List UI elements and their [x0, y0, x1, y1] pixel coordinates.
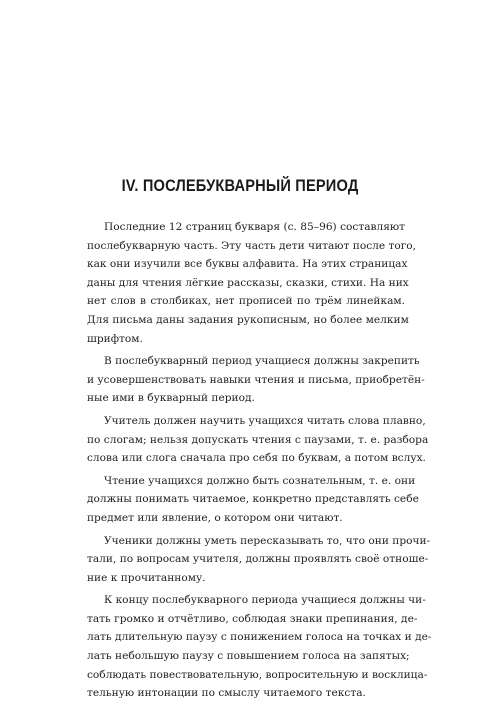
paragraph [87, 412, 429, 468]
text-line: В послебукварный период учащиеся должны закрепить [104, 355, 420, 368]
text-line: К концу послебукварного периода учащиеся должны чи- [104, 594, 426, 607]
text-line: Учитель должен научить учащихся читать слова плавно, [104, 414, 426, 427]
text-line: ние к прочитанному. [87, 571, 206, 584]
text-line: нет слов в столбиках, нет прописей по трём линейкам. [87, 295, 405, 308]
text-line: и усовершенствовать навыки чтения и письма, приобретён- [87, 373, 425, 386]
text-line: ные ими в букварный период. [87, 392, 255, 405]
text-line: лать длительную паузу с понижением голоса на точках и де- [87, 631, 432, 644]
text-line: предмет или явление, о котором они читают. [87, 511, 343, 524]
text-line: тать громко и отчётливо, соблюдая знаки препинания, де- [87, 612, 418, 625]
text-line: даны для чтения лёгкие рассказы, сказки, стихи. На них [87, 276, 409, 289]
text-line: лать небольшую паузу с повышением голоса на запятых; [87, 650, 410, 663]
text-line: соблюдать повествовательную, вопросительную и восклица- [87, 668, 428, 681]
paragraph [87, 591, 432, 703]
paragraph [87, 472, 419, 528]
text-line: слова или слога сначала про себя по буквам, а потом вслух. [87, 452, 426, 465]
text-line: Последние 12 страниц букваря (с. 85–96) составляют [104, 221, 405, 233]
text-line: как они изучили все буквы алфавита. На этих страницах [87, 258, 408, 271]
text-line: Для письма даны задания рукописным, но более мелким [87, 313, 409, 326]
paragraph [87, 352, 425, 408]
text-line: тали, по вопросам учителя, должны проявлять своё отноше- [87, 553, 429, 566]
text-line: послебукварную часть. Эту часть дети читают после того, [87, 239, 417, 252]
text-line: должны понимать читаемое, конкретно представлять себе [87, 493, 419, 506]
text-line: Ученики должны уметь пересказывать то, что они прочи- [104, 534, 431, 547]
text-line: тельную интонации по смыслу читаемого текста. [87, 687, 366, 700]
paragraph [87, 218, 417, 348]
text-line: шрифтом. [87, 332, 143, 345]
chapter-title: IV. ПОСЛЕБУКВАРНЫЙ ПЕРИОД [121, 176, 359, 195]
text-line: по слогам; нельзя допускать чтения с паузами, т. е. разбора [87, 433, 429, 446]
chapter-body [87, 218, 432, 707]
text-line: Чтение учащихся должно быть сознательным, т. е. они [104, 474, 416, 487]
paragraph [87, 532, 431, 588]
